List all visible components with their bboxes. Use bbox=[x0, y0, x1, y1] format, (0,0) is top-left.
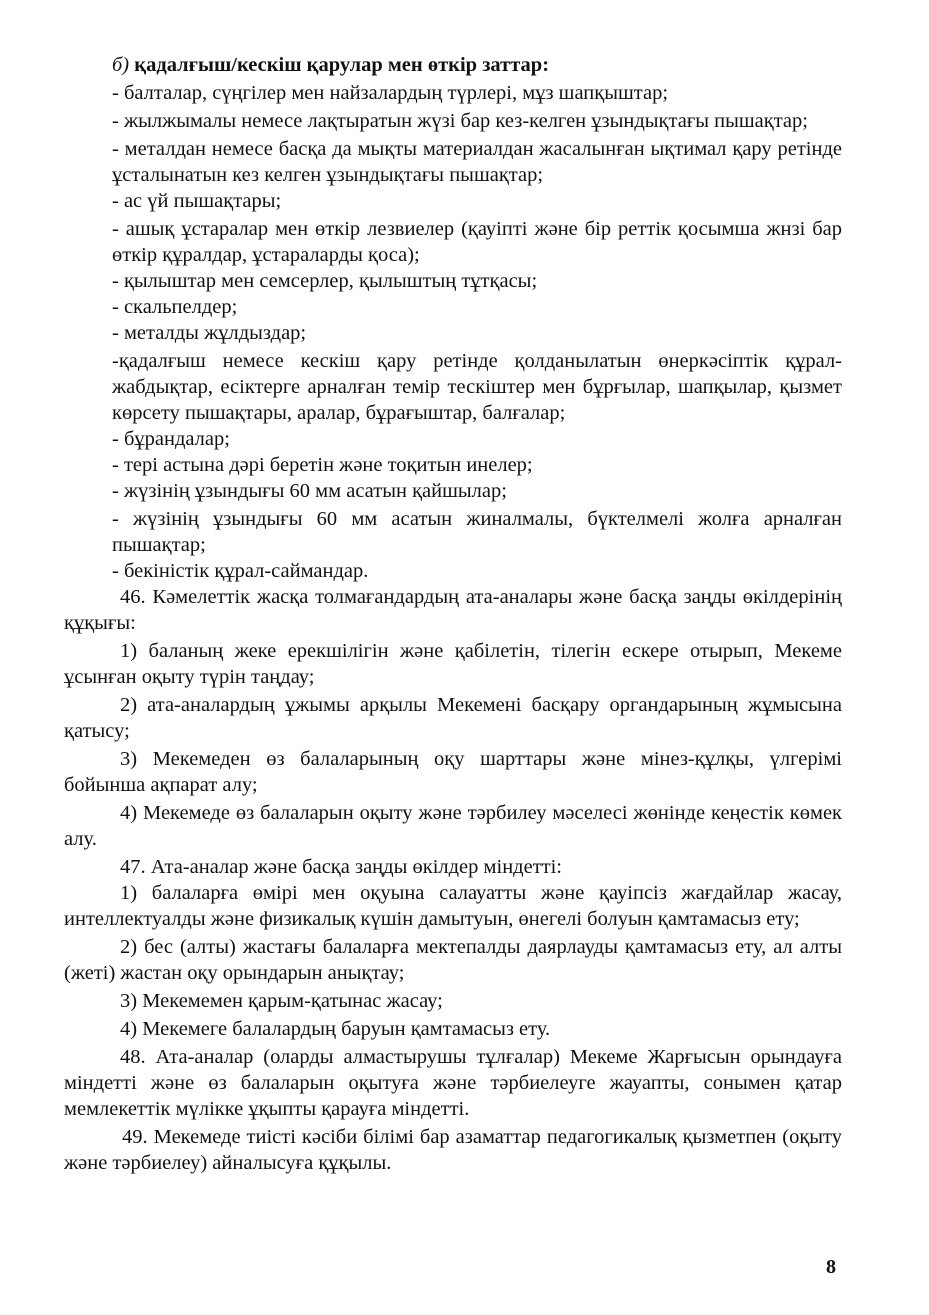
paragraph-46-item-1: 1) баланың жеке ерекшілігін және қабілетін, тілегін ескере отырып, Мекеме ұсынған оқыту түрін таңдау; bbox=[64, 640, 842, 688]
list-item: - жүзінің ұзындығы 60 мм асатын қайшылар; bbox=[112, 480, 507, 502]
list-item: - бекіністік құрал-саймандар. bbox=[112, 560, 369, 582]
paragraph-49: 49. Мекемеде тиісті кәсіби білімі бар азаматтар педагогикалық қызметпен (оқыту және тәрбиелеу) айналысуға құқылы. bbox=[64, 1126, 842, 1174]
list-item: - бұрандалар; bbox=[112, 428, 230, 450]
paragraph-47-item-1: 1) балаларға өмірі мен оқуына салауатты және қауіпсіз жағдайлар жасау, интеллектуалды және физикалық күшін дамытуын, өнегелі болуын қамтамасыз ету; bbox=[64, 882, 842, 930]
list-item: -қадалғыш немесе кескіш қару ретінде қолданылатын өнеркәсіптік құрал- жабдықтар, есіктерге арналған темір тескіштер мен бұрғылар, шапқылар, қызмет көрсету пышақтары, аралар, бұрағыштар, балғалар; bbox=[112, 350, 842, 424]
list-item: - скальпелдер; bbox=[112, 296, 238, 318]
list-item: - балталар, сүңгілер мен найзалардың түрлері, мұз шапқыштар; bbox=[112, 82, 669, 104]
list-item: - жүзінің ұзындығы 60 мм асатын жиналмалы, бүктелмелі жолға арналған пышақтар; bbox=[112, 508, 842, 556]
section-letter: б) bbox=[112, 54, 130, 76]
section-heading bbox=[64, 52, 842, 78]
document-body bbox=[64, 52, 842, 1176]
list-item: - қылыштар мен семсерлер, қылыштың тұтқасы; bbox=[112, 270, 538, 292]
list-item: - ашық ұстаралар мен өткір лезвиелер (қауіпті және бір реттік қосымша жнзі бар өткір құралдар, ұстараларды қоса); bbox=[112, 218, 842, 266]
list-item: - тері астына дәрі беретін және тоқитын инелер; bbox=[112, 454, 533, 476]
paragraph-47-item-3: 3) Мекемемен қарым-қатынас жасау; bbox=[120, 990, 443, 1012]
paragraph-47-item-2: 2) бес (алты) жастағы балаларға мектепалды даярлауды қамтамасыз ету, ал алты (жеті) жастан оқу орындарын анықтау; bbox=[64, 936, 842, 984]
paragraph-46-item-3: 3) Мекемеден өз балаларының оқу шарттары және мінез-құлқы, үлгерімі бойынша ақпарат алу; bbox=[64, 748, 842, 796]
list-item: - металдан немесе басқа да мықты материалдан жасалынған ықтимал қару ретінде ұсталынатын кез келген ұзындықтағы пышақтар; bbox=[112, 138, 842, 186]
list-item: - ас үй пышақтары; bbox=[112, 190, 282, 212]
section-title: қадалғыш/кескіш қарулар мен өткір заттар: bbox=[134, 54, 550, 76]
list-item: - жылжымалы немесе лақтыратын жүзі бар кез-келген ұзындықтағы пышақтар; bbox=[112, 110, 808, 132]
paragraph-47: 47. Ата-аналар және басқа заңды өкілдер міндетті: bbox=[120, 856, 563, 878]
paragraph-48: 48. Ата-аналар (оларды алмастырушы тұлғалар) Мекеме Жарғысын орындауға міндетті және өз балаларын оқытуға және тәрбиелеуге жауапты, сонымен қатар мемлекеттік мүлікке ұқыпты қарауға міндетті. bbox=[64, 1046, 842, 1120]
paragraph-46-item-4: 4) Мекемеде өз балаларын оқыту және тәрбилеу мәселесі жөнінде кеңестік көмек алу. bbox=[64, 802, 842, 850]
prohibited-items-list bbox=[64, 80, 842, 584]
paragraph-46: 46. Кәмелеттік жасқа толмағандардың ата-аналары және басқа заңды өкілдерінің құқығы: bbox=[64, 586, 842, 634]
list-item: - металды жұлдыздар; bbox=[112, 322, 307, 344]
page-number: 8 bbox=[826, 1256, 836, 1278]
paragraph-47-item-4: 4) Мекемеге балалардың баруын қамтамасыз ету. bbox=[120, 1018, 551, 1040]
paragraph-46-item-2: 2) ата-аналардың ұжымы арқылы Мекемені басқару органдарының жұмысына қатысу; bbox=[64, 694, 842, 742]
